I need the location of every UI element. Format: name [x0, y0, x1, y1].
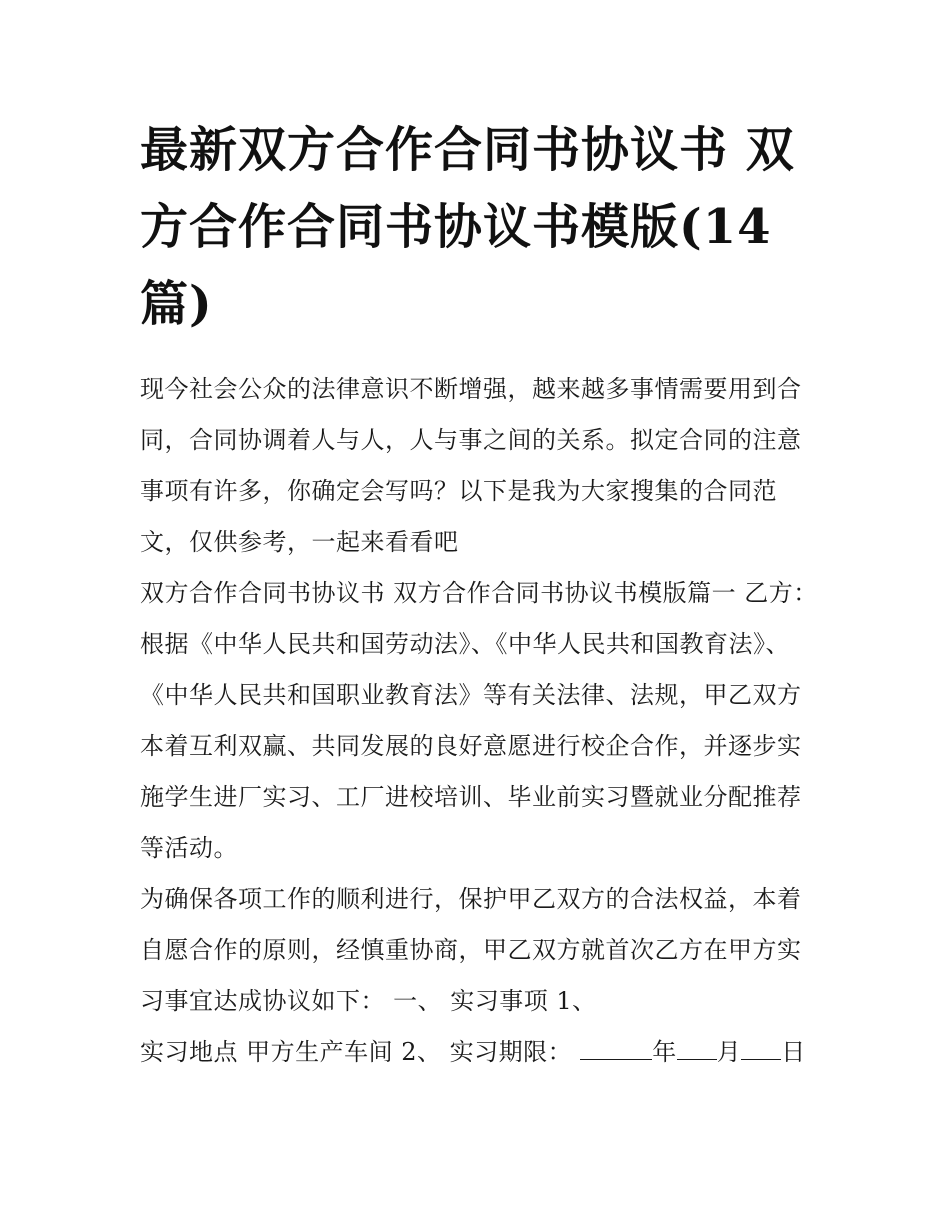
- internship-location-text: 实习地点 甲方生产车间 2、 实习期限：: [140, 1038, 573, 1066]
- month-blank: [677, 1033, 717, 1060]
- paragraph-section-heading: 双方合作合同书协议书 双方合作合同书协议书模版篇一 乙方：: [140, 579, 818, 607]
- document-page: [140, 112, 820, 1078]
- day-label: 日: [781, 1038, 806, 1066]
- document-title: 最新双方合作合同书协议书 双方合作合同书协议书模版(14篇): [140, 122, 795, 332]
- month-label: 月: [716, 1038, 742, 1066]
- paragraph-agreement-intro: 为确保各项工作的顺利进行，保护甲乙双方的合法权益，本着自愿合作的原则，经慎重协商，甲乙双方就首次乙方在甲方实习事宜达成协议如下： 一、 实习事项 1、: [140, 885, 802, 1015]
- paragraph-intro: 现今社会公众的法律意识不断增强，越来越多事情需要用到合同，合同协调着人与人，人与事之间的关系。拟定合同的注意事项有许多，你确定会写吗？以下是我为大家搜集的合同范文，仅供参考，一起来看看吧: [140, 375, 802, 556]
- day-blank: [741, 1033, 781, 1060]
- year-blank: [580, 1033, 652, 1060]
- paragraph-internship-period: [140, 1027, 820, 1078]
- year-label: 年: [652, 1038, 677, 1066]
- paragraph-legal-basis: 根据《中华人民共和国劳动法》、《中华人民共和国教育法》、《中华人民共和国职业教育法》等有关法律、法规，甲乙双方本着互利双赢、共同发展的良好意愿进行校企合作，并逐步实施学生进厂实习、工厂进校培训、毕业前实习暨就业分配推荐等活动。: [140, 630, 802, 862]
